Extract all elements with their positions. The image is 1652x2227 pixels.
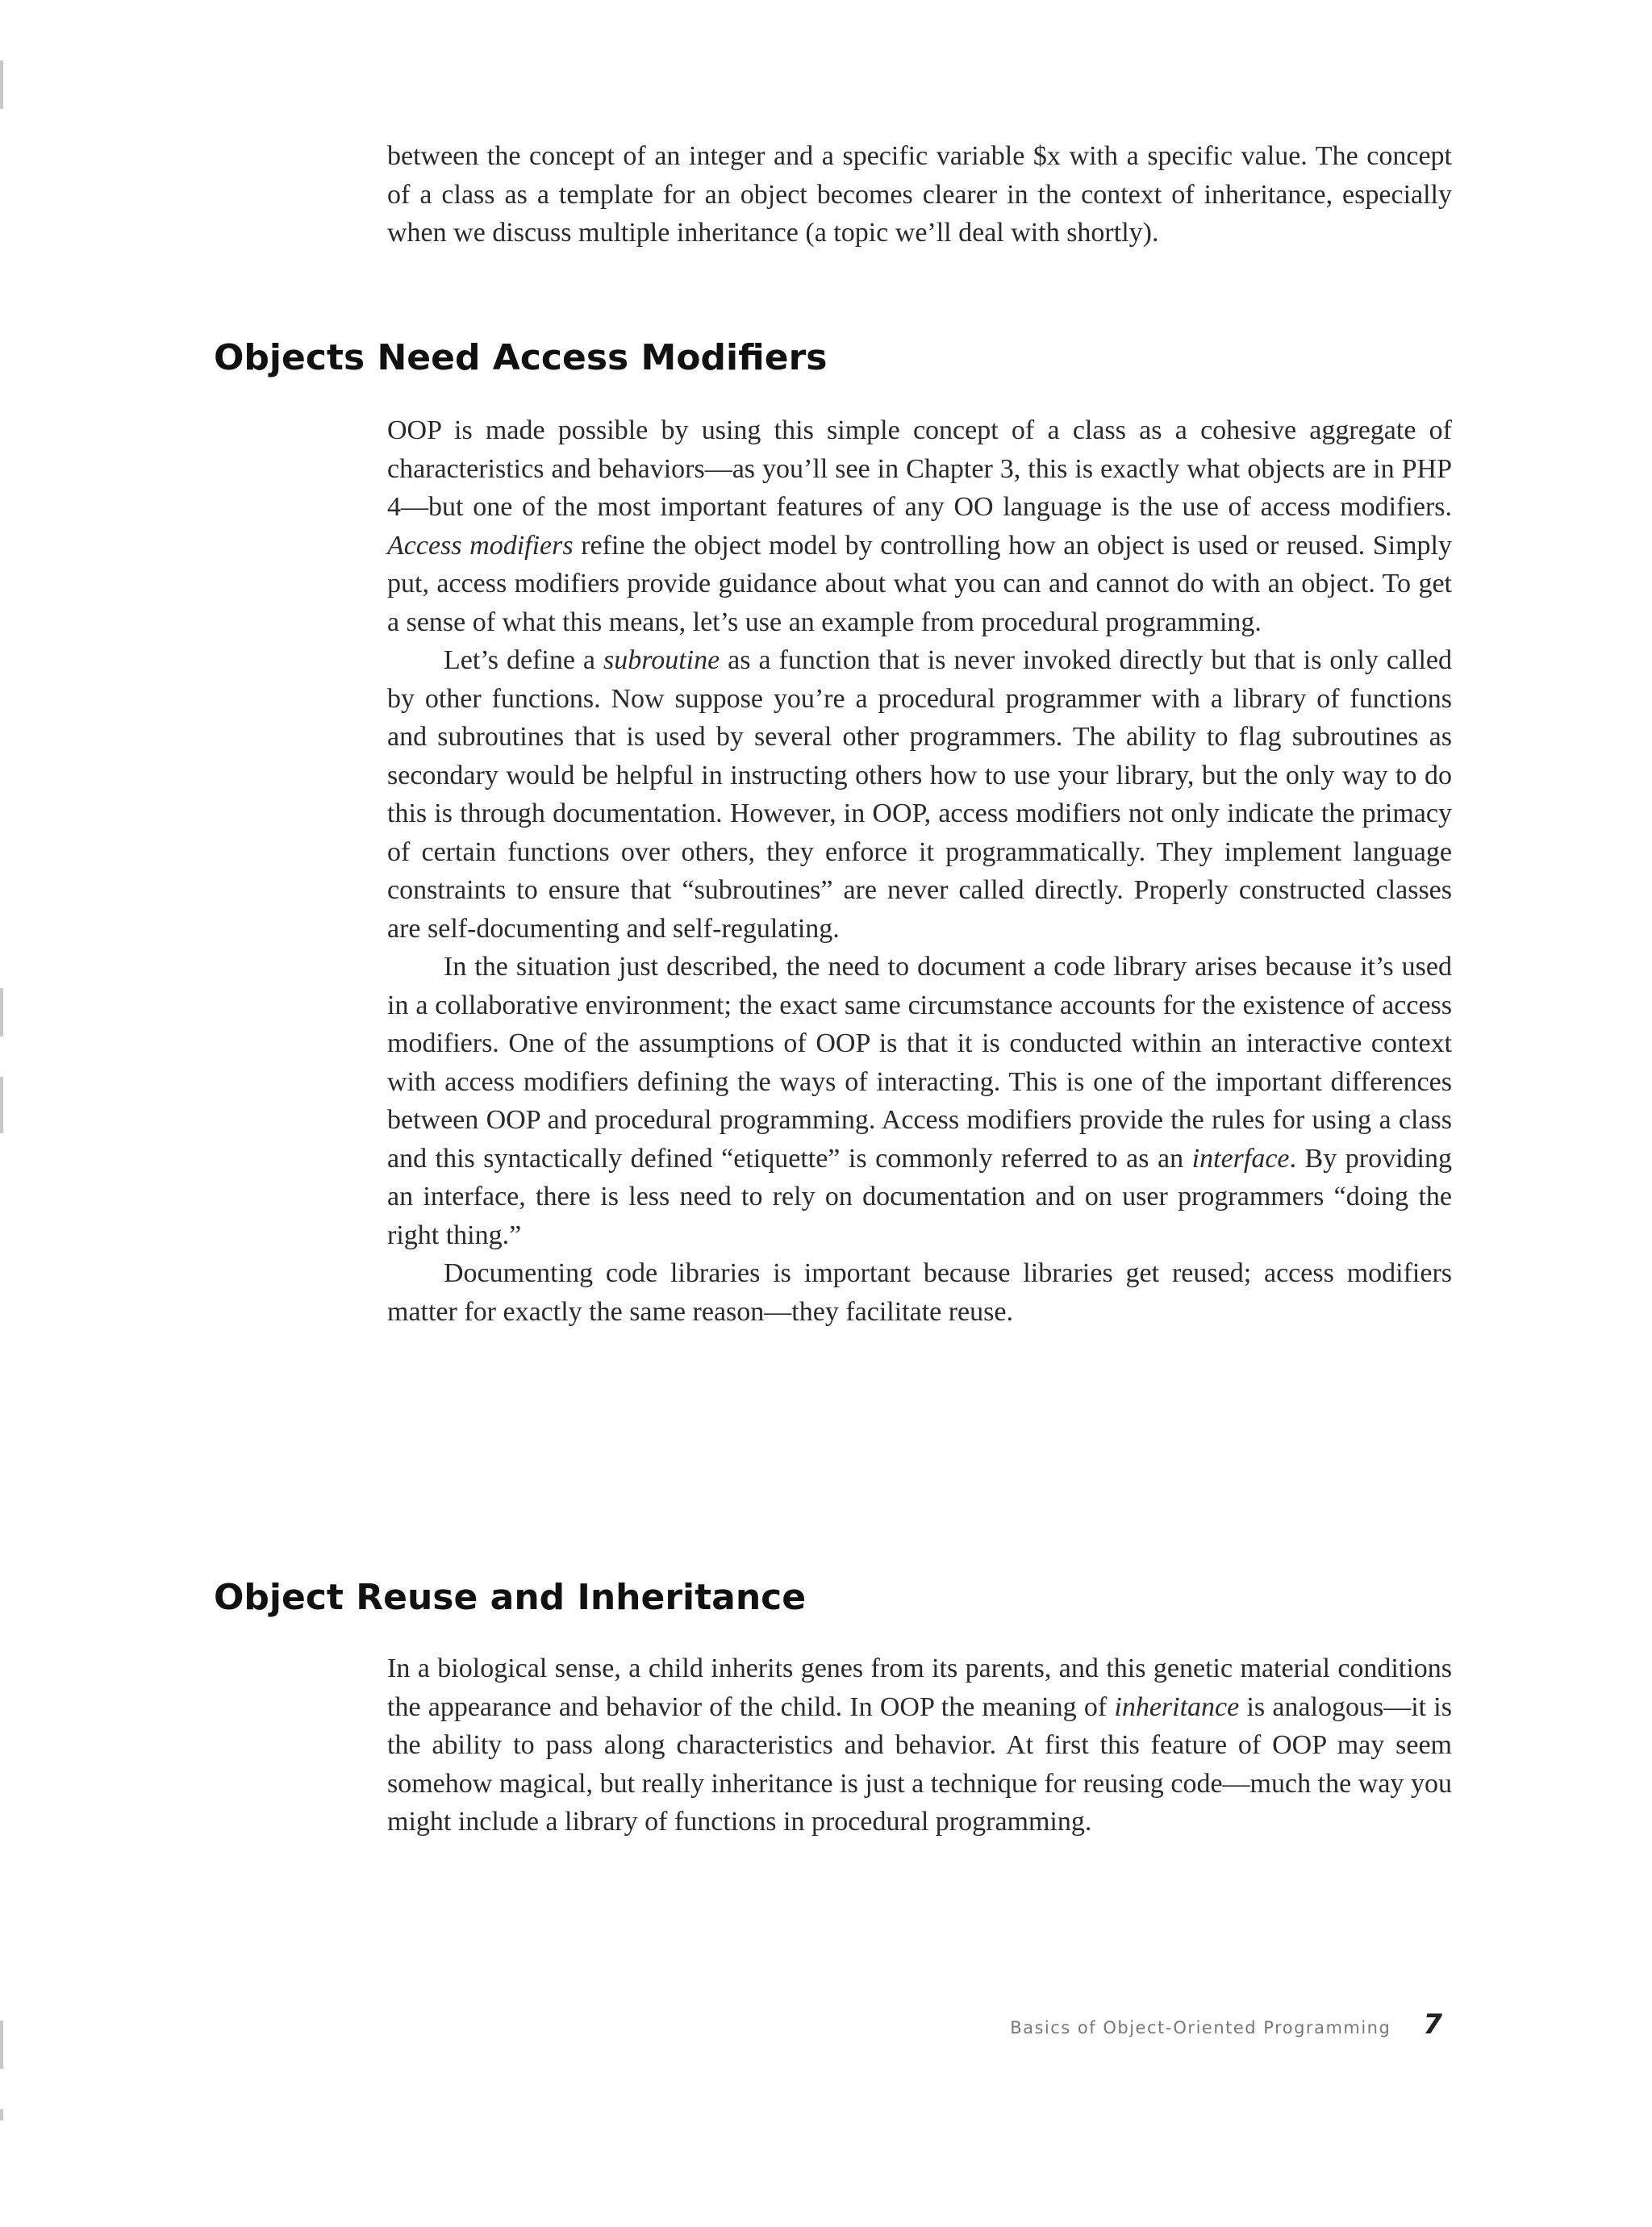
scan-mark bbox=[0, 60, 3, 109]
scan-mark bbox=[0, 1077, 3, 1133]
paragraph: between the concept of an integer and a specific variable $x with a specific value. The concept of a class as a template for an object becomes clearer in the context of inheritance, especially when we discuss multiple inheritance (a topic we’ll deal with shortly). bbox=[387, 141, 1452, 248]
italic-term: inheritance bbox=[1114, 1691, 1240, 1722]
scan-mark bbox=[0, 2021, 3, 2069]
scan-mark bbox=[0, 988, 3, 1036]
section-heading-object-reuse: Object Reuse and Inheritance bbox=[214, 1577, 807, 1618]
scan-mark bbox=[0, 2109, 3, 2121]
continued-paragraph bbox=[387, 137, 1452, 252]
italic-term: interface bbox=[1191, 1143, 1290, 1174]
paragraph: Documenting code libraries is important because libraries get reused; access modifiers matter for exactly the same reason—they facilitate reuse. bbox=[387, 1258, 1452, 1327]
paragraph: OOP is made possible by using this simple concept of a class as a cohesive aggregate of characteristics and behaviors—as you’ll see in Chapter 3, this is exactly what objects are in PHP 4—but one of the most important features of any OO language is the use of access modifiers. Access modifiers refine the object model by controlling how an object is used or reused. Simply put, access modifiers provide guidance about what you can and cannot do with an object. To get a sense of what this means, let’s use an example from procedural programming. bbox=[387, 415, 1453, 637]
page-number: 7 bbox=[1423, 2008, 1442, 2041]
page-footer bbox=[1010, 2008, 1442, 2041]
italic-term: subroutine bbox=[603, 645, 720, 675]
paragraph: Let’s define a subroutine as a function that is never invoked directly but that is only called by other functions. Now suppose you’re a procedural programmer with a library of functions and subroutines that is used by several other programmers. The ability to flag subroutines as secondary would be helpful in instructing others how to use your library, but the only way to do this is through documentation. However, in OOP, access modifiers not only indicate the primacy of certain functions over others, they enforce it programmatically. They implement language constraints to ensure that “subroutines” are never called directly. Properly constructed classes are self-documenting and self-regulating. bbox=[387, 645, 1453, 944]
italic-term: Access modifiers bbox=[387, 530, 574, 561]
paragraph: In a biological sense, a child inherits genes from its parents, and this genetic material conditions the appearance and behavior of the child. In OOP the meaning of inheritance is analogous—it is the ability to pass along characteristics and behavior. At first this feature of OOP may seem somehow magical, but really inheritance is just a technique for reusing code—much the way you might include a library of functions in procedural programming. bbox=[387, 1654, 1452, 1837]
paragraph: In the situation just described, the need to document a code library arises because it’s used in a collaborative environment; the exact same circumstance accounts for the existence of access modifiers. One of the assumptions of OOP is that it is conducted within an interactive context with access modifiers defining the ways of interacting. This is one of the important differences between OOP and procedural programming. Access modifiers provide the rules for using a class and this syntactically defined “etiquette” is commonly referred to as an interface. By providing an interface, there is less need to rely on documentation and on user programmers “doing the right thing.” bbox=[387, 952, 1452, 1250]
section-body-access-modifiers bbox=[387, 411, 1452, 1331]
running-title: Basics of Object-Oriented Programming bbox=[1010, 2018, 1391, 2037]
section-body-object-reuse bbox=[387, 1649, 1452, 1841]
section-heading-access-modifiers: Objects Need Access Modifiers bbox=[214, 337, 828, 378]
